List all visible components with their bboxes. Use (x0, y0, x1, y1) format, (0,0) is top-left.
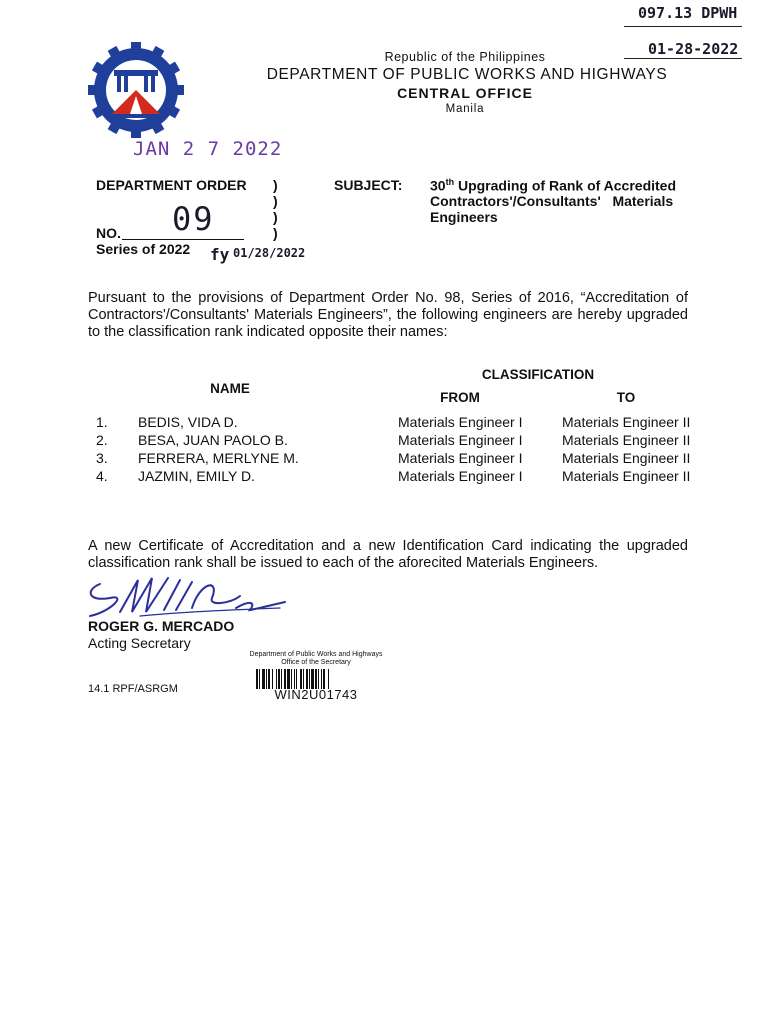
barcode-bar (287, 669, 290, 689)
to-header: TO (616, 390, 636, 405)
intro-paragraph: Pursuant to the provisions of Department Order No. 98, Series of 2016, “Accreditation of Contractors'/Consultants' Materials Engineers”, the following engineers are hereby upgraded to the classification rank indicated opposite their names: (88, 290, 688, 340)
reference-code: 14.1 RPF/ASRGM (88, 683, 178, 695)
subject-line-2: Contractors'/Consultants' Materials (430, 193, 674, 209)
city: Manila (445, 103, 485, 115)
barcode-bar (311, 669, 314, 689)
barcode-bar (281, 669, 282, 689)
republic-line: Republic of the Philippines (384, 50, 546, 64)
barcode-bar (291, 669, 292, 689)
row-number: 1. (96, 414, 108, 430)
barcode-bar (262, 669, 265, 689)
row-name: JAZMIN, EMILY D. (138, 468, 255, 484)
table-row (96, 450, 716, 468)
handwritten-date: 01/28/2022 (233, 246, 306, 260)
barcode-bar (276, 669, 277, 689)
row-to: Materials Engineer II (562, 468, 691, 484)
paren-4: ) (273, 225, 278, 241)
paren-3: ) (273, 209, 278, 225)
row-name: FERRERA, MERLYNE M. (138, 450, 299, 466)
barcode-bar (259, 669, 260, 689)
subject-line-1 (430, 177, 676, 194)
row-to: Materials Engineer II (562, 450, 691, 466)
signature (80, 572, 290, 624)
signatory-name: ROGER G. MERCADO (88, 618, 235, 634)
receipt-rule-bottom (624, 58, 742, 59)
barcode-bar (278, 669, 280, 689)
series-label: Series of 2022 (96, 241, 191, 257)
subject-line-1-rest: Upgrading of Rank of Accredited (457, 177, 677, 194)
barcode-bar (321, 669, 322, 689)
barcode-bar (294, 669, 295, 689)
barcode (256, 669, 380, 689)
row-from: Materials Engineer I (398, 450, 523, 466)
order-no-label: NO. (96, 225, 121, 241)
classification-header: CLASSIFICATION (481, 367, 595, 382)
barcode-bar (315, 669, 317, 689)
receipt-number: 097.13 DPWH (638, 4, 738, 22)
table-row (96, 432, 716, 450)
barcode-caption-1: Department of Public Works and Highways (249, 651, 383, 658)
row-to: Materials Engineer II (562, 414, 691, 430)
table-row (96, 414, 716, 432)
receipt-rule (624, 26, 742, 27)
barcode-bar (318, 669, 319, 689)
barcode-bar (309, 669, 310, 689)
paren-2: ) (273, 193, 278, 209)
row-from: Materials Engineer I (398, 414, 523, 430)
handwritten-initial: fy (210, 245, 230, 264)
barcode-bar (328, 669, 329, 689)
paren-1: ) (273, 177, 278, 193)
barcode-bar (306, 669, 308, 689)
row-from: Materials Engineer I (398, 468, 523, 484)
order-no-underline (122, 239, 244, 240)
subject-line-3: Engineers (430, 209, 498, 225)
row-from: Materials Engineer I (398, 432, 523, 448)
signatory-title: Acting Secretary (88, 635, 191, 651)
order-no-value: 09 (172, 200, 215, 238)
barcode-bar (303, 669, 304, 689)
barcode-bar (266, 669, 267, 689)
barcode-number: WIN2U01743 (274, 687, 358, 702)
row-name: BESA, JUAN PAOLO B. (138, 432, 288, 448)
barcode-bar (256, 669, 258, 689)
central-office: CENTRAL OFFICE (397, 85, 533, 101)
subject-ordinal: 30 (430, 177, 446, 194)
name-header: NAME (210, 381, 250, 396)
barcode-bar (300, 669, 302, 689)
dpwh-logo (86, 40, 186, 140)
barcode-bar (272, 669, 273, 689)
row-number: 4. (96, 468, 108, 484)
barcode-bar (284, 669, 286, 689)
row-name: BEDIS, VIDA D. (138, 414, 238, 430)
row-number: 3. (96, 450, 108, 466)
barcode-bar (323, 669, 325, 689)
row-to: Materials Engineer II (562, 432, 691, 448)
department-order-label: DEPARTMENT ORDER (96, 177, 247, 193)
barcode-bar (268, 669, 270, 689)
closing-paragraph: A new Certificate of Accreditation and a new Identification Card indicating the upgraded classification rank shall be issued to each of the aforecited Materials Engineers. (88, 538, 688, 571)
subject-label: SUBJECT: (334, 177, 403, 193)
barcode-bar (296, 669, 297, 689)
barcode-caption-2: Office of the Secretary (281, 659, 351, 666)
from-header: FROM (440, 390, 480, 405)
department-name: DEPARTMENT OF PUBLIC WORKS AND HIGHWAYS (266, 66, 668, 83)
receipt-date: 01-28-2022 (648, 40, 739, 58)
date-stamp: JAN 2 7 2022 (133, 138, 283, 160)
subject-ordinal-suffix: th (445, 177, 455, 187)
row-number: 2. (96, 432, 108, 448)
table-row (96, 468, 716, 486)
